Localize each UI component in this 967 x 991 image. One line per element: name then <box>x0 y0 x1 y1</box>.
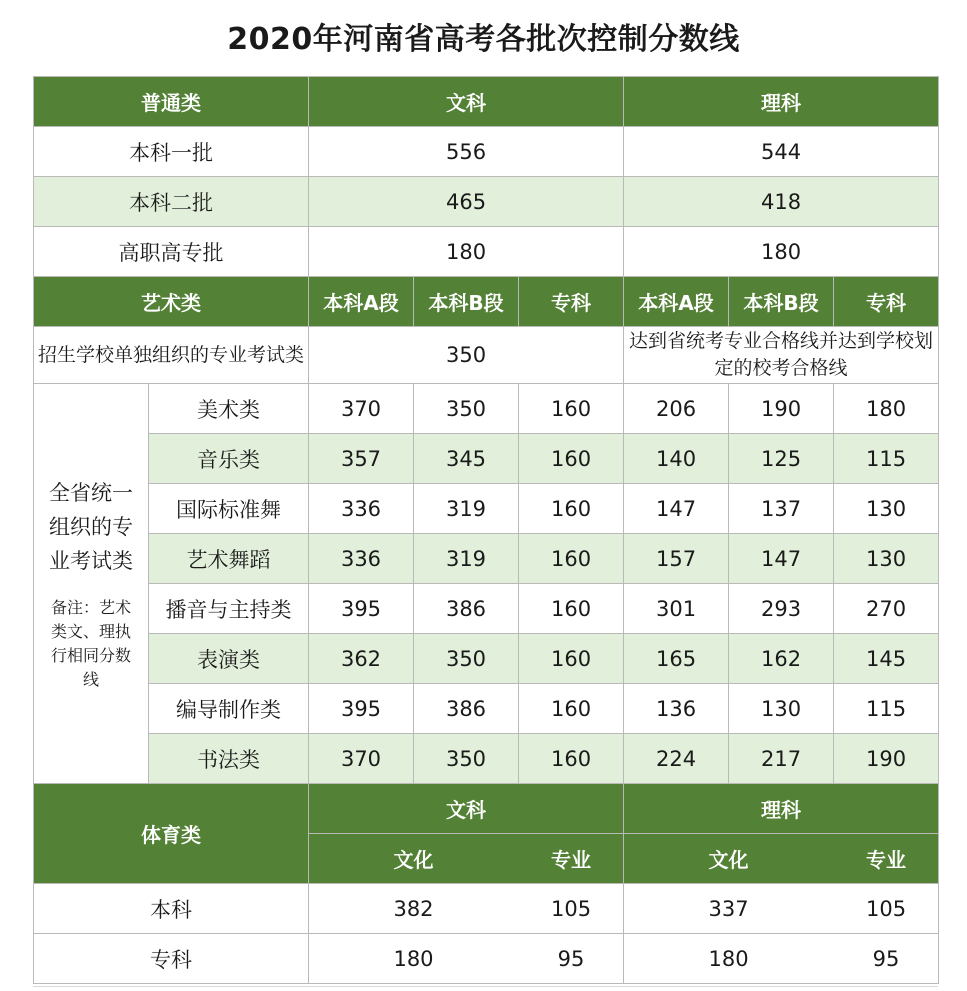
score-cell: 136 <box>624 684 729 734</box>
table-row <box>34 227 939 277</box>
table-row <box>34 127 939 177</box>
score-cell: 160 <box>519 434 624 484</box>
score-cell: 160 <box>519 734 624 784</box>
putong-wenke-header: 文科 <box>309 77 624 127</box>
row-label: 国际标准舞 <box>149 484 309 534</box>
score-cell: 137 <box>729 484 834 534</box>
tiyu-category-header: 体育类 <box>34 784 309 884</box>
wenke-score: 180 <box>309 227 624 277</box>
score-cell: 319 <box>414 534 519 584</box>
table-row <box>34 634 939 684</box>
like-score: 544 <box>624 127 939 177</box>
row-label: 编导制作类 <box>149 684 309 734</box>
score-cell: 319 <box>414 484 519 534</box>
score-cell: 165 <box>624 634 729 684</box>
row-label: 专科 <box>34 934 309 984</box>
score-cell: 160 <box>519 534 624 584</box>
independent-label: 招生学校单独组织的专业考试类 <box>34 327 309 384</box>
score-cell: 345 <box>414 434 519 484</box>
score-cell: 386 <box>414 684 519 734</box>
row-label: 书法类 <box>149 734 309 784</box>
yishu-header-row <box>34 277 939 327</box>
row-label: 美术类 <box>149 384 309 434</box>
score-cell: 160 <box>519 634 624 684</box>
score-cell: 160 <box>519 484 624 534</box>
score-cell: 270 <box>834 584 939 634</box>
score-cell: 336 <box>309 534 414 584</box>
row-label: 播音与主持类 <box>149 584 309 634</box>
side-label: 全省统一组织的专业考试类 <box>49 480 133 573</box>
table-row <box>34 534 939 584</box>
score-cell: 370 <box>309 734 414 784</box>
table-row <box>34 434 939 484</box>
score-cell: 95 <box>834 934 939 984</box>
score-cell: 395 <box>309 584 414 634</box>
table-row <box>34 177 939 227</box>
table-row <box>34 384 939 434</box>
score-cell: 147 <box>729 534 834 584</box>
yishu-category-header: 艺术类 <box>34 277 309 327</box>
row-label: 艺术舞蹈 <box>149 534 309 584</box>
yishu-side-cell <box>34 384 149 784</box>
score-cell: 160 <box>519 384 624 434</box>
score-cell: 130 <box>834 534 939 584</box>
score-cell: 362 <box>309 634 414 684</box>
wenke-score: 465 <box>309 177 624 227</box>
independent-wenke-score: 350 <box>309 327 624 384</box>
row-label: 表演类 <box>149 634 309 684</box>
row-label: 高职高专批 <box>34 227 309 277</box>
yishu-col-header: 本科B段 <box>729 277 834 327</box>
yishu-col-header: 专科 <box>834 277 939 327</box>
tiyu-sub-header: 专业 <box>834 834 939 884</box>
score-cell: 337 <box>624 884 834 934</box>
score-cell: 217 <box>729 734 834 784</box>
score-cell: 382 <box>309 884 519 934</box>
score-cell: 350 <box>414 734 519 784</box>
score-cell: 350 <box>414 384 519 434</box>
row-label: 音乐类 <box>149 434 309 484</box>
score-cell: 370 <box>309 384 414 434</box>
score-cell: 157 <box>624 534 729 584</box>
yishu-independent-row <box>34 327 939 384</box>
score-cell: 95 <box>519 934 624 984</box>
wenke-score: 556 <box>309 127 624 177</box>
putong-header-row <box>34 77 939 127</box>
yishu-col-header: 专科 <box>519 277 624 327</box>
table-row <box>34 684 939 734</box>
table-row <box>34 734 939 784</box>
score-cell: 115 <box>834 434 939 484</box>
score-cell: 206 <box>624 384 729 434</box>
score-cell: 293 <box>729 584 834 634</box>
yishu-col-header: 本科A段 <box>309 277 414 327</box>
tiyu-sub-header: 文化 <box>624 834 834 884</box>
side-note: 备注：艺术类文、理执行相同分数线 <box>50 597 131 689</box>
tiyu-header-row <box>34 784 939 834</box>
score-cell: 190 <box>729 384 834 434</box>
score-cell: 125 <box>729 434 834 484</box>
putong-category-header: 普通类 <box>34 77 309 127</box>
score-table <box>33 76 939 984</box>
tiyu-like-header: 理科 <box>624 784 939 834</box>
score-cell: 224 <box>624 734 729 784</box>
score-cell: 162 <box>729 634 834 684</box>
score-cell: 395 <box>309 684 414 734</box>
yishu-col-header: 本科B段 <box>414 277 519 327</box>
row-label: 本科一批 <box>34 127 309 177</box>
table-row <box>34 484 939 534</box>
score-cell: 105 <box>834 884 939 934</box>
score-cell: 190 <box>834 734 939 784</box>
score-cell: 386 <box>414 584 519 634</box>
score-cell: 145 <box>834 634 939 684</box>
score-cell: 350 <box>414 634 519 684</box>
like-score: 180 <box>624 227 939 277</box>
page-title: 2020年河南省高考各批次控制分数线 <box>227 22 740 57</box>
row-label: 本科 <box>34 884 309 934</box>
score-cell: 180 <box>834 384 939 434</box>
table-row <box>34 884 939 934</box>
tiyu-sub-header: 文化 <box>309 834 519 884</box>
bottom-rule <box>33 984 938 987</box>
score-cell: 336 <box>309 484 414 534</box>
row-label: 本科二批 <box>34 177 309 227</box>
independent-like-note: 达到省统考专业合格线并达到学校划定的校考合格线 <box>624 327 939 384</box>
score-cell: 160 <box>519 684 624 734</box>
table-row <box>34 584 939 634</box>
score-cell: 130 <box>834 484 939 534</box>
score-cell: 140 <box>624 434 729 484</box>
yishu-col-header: 本科A段 <box>624 277 729 327</box>
score-cell: 180 <box>624 934 834 984</box>
score-cell: 301 <box>624 584 729 634</box>
score-cell: 357 <box>309 434 414 484</box>
score-cell: 105 <box>519 884 624 934</box>
tiyu-sub-header: 专业 <box>519 834 624 884</box>
score-cell: 160 <box>519 584 624 634</box>
putong-like-header: 理科 <box>624 77 939 127</box>
score-cell: 130 <box>729 684 834 734</box>
table-row <box>34 934 939 984</box>
score-cell: 115 <box>834 684 939 734</box>
score-cell: 180 <box>309 934 519 984</box>
score-cell: 147 <box>624 484 729 534</box>
tiyu-wenke-header: 文科 <box>309 784 624 834</box>
like-score: 418 <box>624 177 939 227</box>
